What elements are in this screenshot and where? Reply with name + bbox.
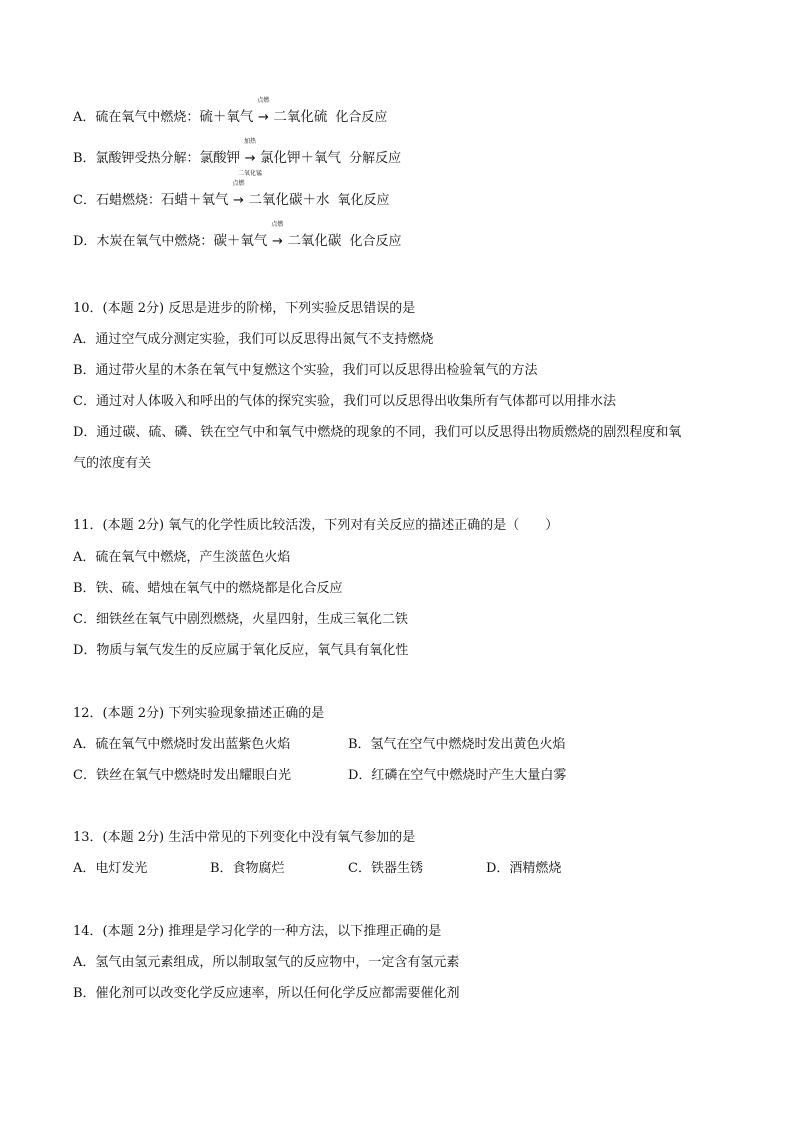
q9-c-products: 二氧化碳＋水: [248, 192, 330, 208]
q13-option-d: D．酒精燃烧: [486, 861, 562, 876]
q9-option-d-equation: [213, 221, 342, 249]
q9-option-b-label: B．氯酸钾受热分解：: [73, 151, 200, 166]
q12-option-c: C．铁丝在氧气中燃烧时发出耀眼白光: [73, 768, 291, 783]
q12-option-b: B．氢气在空气中燃烧时发出黄色火焰: [348, 737, 566, 752]
reaction-arrow-icon: 点燃 →: [268, 232, 286, 251]
reaction-arrow-icon: 加热 → 二氧化锰: [241, 149, 259, 168]
q9-a-products: 二氧化硫: [273, 109, 328, 125]
q10-option-c: C．通过对人体吸入和呼出的气体的探究实验，我们可以反思得出收集所有气体都可以用排水法: [73, 394, 616, 409]
q11-option-c: C．细铁丝在氧气中剧烈燃烧，火星四射，生成三氧化二铁: [73, 612, 408, 627]
q9-c-condition: 点燃: [232, 180, 245, 187]
q9-d-reaction-type: 化合反应: [349, 234, 402, 249]
q9-b-reactants: 氯酸钾: [199, 150, 241, 166]
q13-option-c: C．铁器生锈: [348, 861, 423, 876]
q12-option-a: A．硫在氧气中燃烧时发出蓝紫色火焰: [73, 737, 291, 752]
q9-d-products: 二氧化碳: [287, 233, 342, 249]
q10-option-d-continued: 气的浓度有关: [73, 456, 152, 471]
q11-option-a: A．硫在氧气中燃烧，产生淡蓝色火焰: [73, 550, 291, 565]
q9-option-d: [73, 221, 402, 251]
q12-stem: 12．(本题 2分) 下列实验现象描述正确的是: [73, 706, 325, 721]
q9-a-condition: 点燃: [257, 97, 270, 104]
q9-b-condition-top: 加热: [244, 138, 257, 145]
q9-b-reaction-type: 分解反应: [349, 151, 402, 166]
q9-option-c: [73, 180, 390, 210]
reaction-arrow-icon: 点燃 →: [229, 191, 247, 210]
q14-option-b: B．催化剂可以改变化学反应速率，所以任何化学反应都需要催化剂: [73, 986, 460, 1001]
q10-option-a: A．通过空气成分测定实验，我们可以反思得出氮气不支持燃烧: [73, 332, 434, 347]
q11-option-b: B．铁、硫、蜡烛在氧气中的燃烧都是化合反应: [73, 581, 343, 596]
q9-option-a-equation: [199, 97, 328, 125]
q11-option-d: D．物质与氧气发生的反应属于氧化反应，氧气具有氧化性: [73, 643, 409, 658]
q13-stem: 13．(本题 2分) 生活中常见的下列变化中没有氧气参加的是: [73, 830, 416, 845]
q9-c-reaction-type: 氧化反应: [337, 193, 390, 208]
q9-a-reaction-type: 化合反应: [335, 110, 388, 125]
q10-stem: 10．(本题 2分) 反思是进步的阶梯，下列实验反思错误的是: [73, 301, 416, 316]
q9-b-condition-bottom: 二氧化锰: [238, 170, 263, 177]
q13-option-b: B．食物腐烂: [210, 861, 285, 876]
q9-option-c-equation: [160, 180, 330, 208]
q9-option-b-equation: [199, 138, 342, 177]
q11-stem: 11．(本题 2分) 氧气的化学性质比较活泼，下列对有关反应的描述正确的是（ ）: [73, 518, 559, 533]
q9-option-b: [73, 138, 402, 177]
q13-option-a: A．电灯发光: [73, 861, 148, 876]
q9-option-a: [73, 97, 388, 127]
q9-option-d-label: D．木炭在氧气中燃烧：: [73, 234, 214, 249]
q9-option-a-label: A．硫在氧气中燃烧：: [73, 110, 200, 125]
q14-stem: 14．(本题 2分) 推理是学习化学的一种方法，以下推理正确的是: [73, 924, 442, 939]
q10-option-d: D．通过碳、硫、磷、铁在空气中和氧气中燃烧的现象的不同，我们可以反思得出物质燃烧的剧烈程度和氧: [73, 425, 682, 440]
q9-d-reactants: 碳＋氧气: [213, 233, 268, 249]
reaction-arrow-icon: 点燃 →: [254, 108, 272, 127]
q10-option-b: B．通过带火星的木条在氧气中复燃这个实验，我们可以反思得出检验氧气的方法: [73, 363, 538, 378]
q9-b-products: 氯化钾＋氧气: [260, 150, 342, 166]
q9-d-condition: 点燃: [271, 221, 284, 228]
q9-c-reactants: 石蜡＋氧气: [160, 192, 229, 208]
q9-a-reactants: 硫＋氧气: [199, 109, 254, 125]
q12-option-d: D．红磷在空气中燃烧时产生大量白雾: [348, 768, 567, 783]
q9-option-c-label: C．石蜡燃烧：: [73, 193, 161, 208]
q14-option-a: A．氢气由氢元素组成，所以制取氢气的反应物中，一定含有氢元素: [73, 955, 460, 970]
